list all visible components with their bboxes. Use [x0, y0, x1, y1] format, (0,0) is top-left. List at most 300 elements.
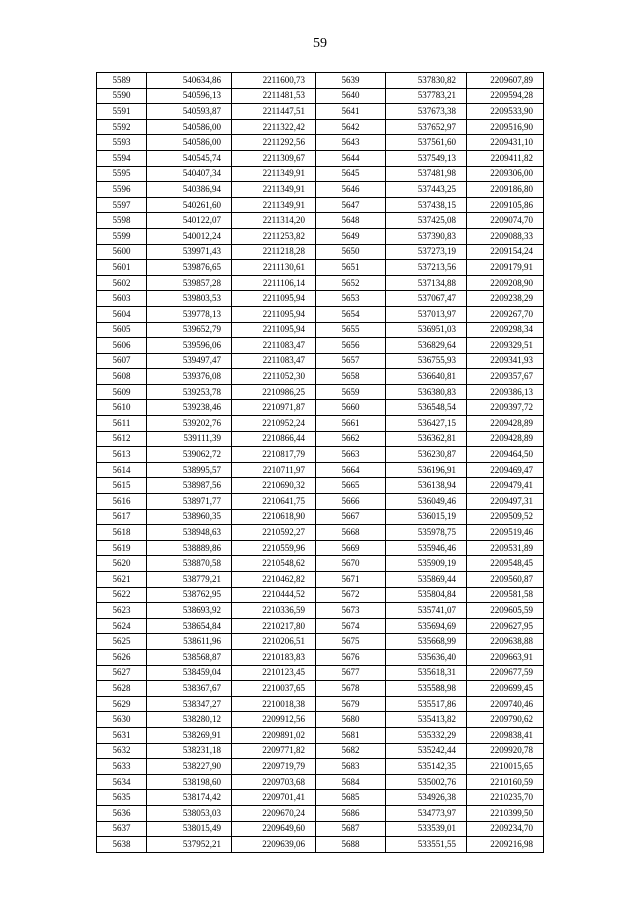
x-coordinate-cell: 535909,19	[386, 556, 467, 572]
y-coordinate-cell: 2211218,28	[232, 244, 316, 260]
point-number-cell: 5631	[97, 727, 147, 743]
x-coordinate-cell: 537013,97	[386, 306, 467, 322]
y-coordinate-cell: 2209638,88	[467, 634, 544, 650]
point-number-cell: 5670	[316, 556, 386, 572]
y-coordinate-cell: 2209663,91	[467, 649, 544, 665]
y-coordinate-cell: 2209607,89	[467, 73, 544, 89]
table-row	[97, 525, 544, 541]
x-coordinate-cell: 539202,76	[147, 416, 232, 432]
point-number-cell: 5619	[97, 540, 147, 556]
x-coordinate-cell: 539376,08	[147, 369, 232, 385]
y-coordinate-cell: 2209531,89	[467, 540, 544, 556]
point-number-cell: 5608	[97, 369, 147, 385]
table-row	[97, 837, 544, 853]
x-coordinate-cell: 537561,60	[386, 135, 467, 151]
x-coordinate-cell: 537652,97	[386, 119, 467, 135]
point-number-cell: 5677	[316, 665, 386, 681]
point-number-cell: 5621	[97, 572, 147, 588]
x-coordinate-cell: 538227,90	[147, 759, 232, 775]
x-coordinate-cell: 537549,13	[386, 150, 467, 166]
x-coordinate-cell: 536196,91	[386, 462, 467, 478]
x-coordinate-cell: 539803,53	[147, 291, 232, 307]
y-coordinate-cell: 2210817,79	[232, 447, 316, 463]
table-row	[97, 369, 544, 385]
point-number-cell: 5609	[97, 384, 147, 400]
y-coordinate-cell: 2211095,94	[232, 306, 316, 322]
x-coordinate-cell: 540261,60	[147, 197, 232, 213]
y-coordinate-cell: 2211253,82	[232, 228, 316, 244]
x-coordinate-cell: 534926,38	[386, 790, 467, 806]
x-coordinate-cell: 535636,40	[386, 649, 467, 665]
coordinates-table-body	[97, 73, 544, 853]
table-row	[97, 260, 544, 276]
point-number-cell: 5648	[316, 213, 386, 229]
point-number-cell: 5605	[97, 322, 147, 338]
point-number-cell: 5674	[316, 618, 386, 634]
table-row	[97, 73, 544, 89]
point-number-cell: 5683	[316, 759, 386, 775]
x-coordinate-cell: 533539,01	[386, 821, 467, 837]
table-row	[97, 759, 544, 775]
point-number-cell: 5653	[316, 291, 386, 307]
y-coordinate-cell: 2209771,82	[232, 743, 316, 759]
x-coordinate-cell: 539253,78	[147, 384, 232, 400]
y-coordinate-cell: 2211095,94	[232, 322, 316, 338]
x-coordinate-cell: 538995,57	[147, 462, 232, 478]
x-coordinate-cell: 538889,86	[147, 540, 232, 556]
table-row	[97, 665, 544, 681]
table-row	[97, 197, 544, 213]
point-number-cell: 5649	[316, 228, 386, 244]
point-number-cell: 5637	[97, 821, 147, 837]
x-coordinate-cell: 538762,95	[147, 587, 232, 603]
point-number-cell: 5636	[97, 805, 147, 821]
y-coordinate-cell: 2210592,27	[232, 525, 316, 541]
x-coordinate-cell: 539652,79	[147, 322, 232, 338]
point-number-cell: 5646	[316, 182, 386, 198]
y-coordinate-cell: 2210559,96	[232, 540, 316, 556]
point-number-cell: 5618	[97, 525, 147, 541]
table-row	[97, 649, 544, 665]
point-number-cell: 5664	[316, 462, 386, 478]
point-number-cell: 5626	[97, 649, 147, 665]
x-coordinate-cell: 535694,69	[386, 618, 467, 634]
table-row	[97, 494, 544, 510]
y-coordinate-cell: 2209306,00	[467, 166, 544, 182]
point-number-cell: 5620	[97, 556, 147, 572]
y-coordinate-cell: 2209431,10	[467, 135, 544, 151]
point-number-cell: 5616	[97, 494, 147, 510]
point-number-cell: 5679	[316, 696, 386, 712]
y-coordinate-cell: 2209533,90	[467, 104, 544, 120]
point-number-cell: 5589	[97, 73, 147, 89]
x-coordinate-cell: 537443,25	[386, 182, 467, 198]
point-number-cell: 5661	[316, 416, 386, 432]
table-row	[97, 540, 544, 556]
point-number-cell: 5658	[316, 369, 386, 385]
x-coordinate-cell: 540593,87	[147, 104, 232, 120]
y-coordinate-cell: 2209594,28	[467, 88, 544, 104]
table-row	[97, 166, 544, 182]
x-coordinate-cell: 539062,72	[147, 447, 232, 463]
table-row	[97, 821, 544, 837]
x-coordinate-cell: 540545,74	[147, 150, 232, 166]
y-coordinate-cell: 2210037,65	[232, 681, 316, 697]
point-number-cell: 5614	[97, 462, 147, 478]
y-coordinate-cell: 2209234,70	[467, 821, 544, 837]
table-row	[97, 556, 544, 572]
x-coordinate-cell: 536049,46	[386, 494, 467, 510]
y-coordinate-cell: 2209649,60	[232, 821, 316, 837]
y-coordinate-cell: 2209838,41	[467, 727, 544, 743]
y-coordinate-cell: 2211130,61	[232, 260, 316, 276]
y-coordinate-cell: 2211447,51	[232, 104, 316, 120]
point-number-cell: 5662	[316, 431, 386, 447]
y-coordinate-cell: 2211106,14	[232, 275, 316, 291]
y-coordinate-cell: 2209464,50	[467, 447, 544, 463]
x-coordinate-cell: 535332,29	[386, 727, 467, 743]
table-row	[97, 712, 544, 728]
y-coordinate-cell: 2209397,72	[467, 400, 544, 416]
x-coordinate-cell: 536427,15	[386, 416, 467, 432]
x-coordinate-cell: 536951,03	[386, 322, 467, 338]
x-coordinate-cell: 538611,96	[147, 634, 232, 650]
table-row	[97, 509, 544, 525]
y-coordinate-cell: 2211600,73	[232, 73, 316, 89]
point-number-cell: 5673	[316, 603, 386, 619]
x-coordinate-cell: 536015,19	[386, 509, 467, 525]
point-number-cell: 5604	[97, 306, 147, 322]
x-coordinate-cell: 538347,27	[147, 696, 232, 712]
x-coordinate-cell: 540586,00	[147, 119, 232, 135]
table-row	[97, 462, 544, 478]
x-coordinate-cell: 533551,55	[386, 837, 467, 853]
table-row	[97, 400, 544, 416]
point-number-cell: 5599	[97, 228, 147, 244]
y-coordinate-cell: 2209516,90	[467, 119, 544, 135]
x-coordinate-cell: 537134,88	[386, 275, 467, 291]
point-number-cell: 5652	[316, 275, 386, 291]
x-coordinate-cell: 538198,60	[147, 774, 232, 790]
point-number-cell: 5601	[97, 260, 147, 276]
table-row	[97, 587, 544, 603]
x-coordinate-cell: 538870,58	[147, 556, 232, 572]
y-coordinate-cell: 2209411,82	[467, 150, 544, 166]
x-coordinate-cell: 538053,03	[147, 805, 232, 821]
x-coordinate-cell: 538971,77	[147, 494, 232, 510]
y-coordinate-cell: 2209386,13	[467, 384, 544, 400]
y-coordinate-cell: 2210235,70	[467, 790, 544, 806]
x-coordinate-cell: 540634,86	[147, 73, 232, 89]
x-coordinate-cell: 540596,13	[147, 88, 232, 104]
table-row	[97, 447, 544, 463]
x-coordinate-cell: 536138,94	[386, 478, 467, 494]
table-row	[97, 618, 544, 634]
point-number-cell: 5642	[316, 119, 386, 135]
y-coordinate-cell: 2210444,52	[232, 587, 316, 603]
point-number-cell: 5647	[316, 197, 386, 213]
point-number-cell: 5624	[97, 618, 147, 634]
y-coordinate-cell: 2211095,94	[232, 291, 316, 307]
x-coordinate-cell: 536640,81	[386, 369, 467, 385]
y-coordinate-cell: 2210399,50	[467, 805, 544, 821]
x-coordinate-cell: 539596,06	[147, 338, 232, 354]
x-coordinate-cell: 535978,75	[386, 525, 467, 541]
x-coordinate-cell: 535618,31	[386, 665, 467, 681]
y-coordinate-cell: 2211314,20	[232, 213, 316, 229]
point-number-cell: 5625	[97, 634, 147, 650]
point-number-cell: 5672	[316, 587, 386, 603]
point-number-cell: 5612	[97, 431, 147, 447]
point-number-cell: 5665	[316, 478, 386, 494]
point-number-cell: 5678	[316, 681, 386, 697]
y-coordinate-cell: 2210952,24	[232, 416, 316, 432]
table-row	[97, 603, 544, 619]
y-coordinate-cell: 2209920,78	[467, 743, 544, 759]
y-coordinate-cell: 2209677,59	[467, 665, 544, 681]
y-coordinate-cell: 2209639,06	[232, 837, 316, 853]
point-number-cell: 5645	[316, 166, 386, 182]
y-coordinate-cell: 2209238,29	[467, 291, 544, 307]
x-coordinate-cell: 535142,35	[386, 759, 467, 775]
y-coordinate-cell: 2211349,91	[232, 197, 316, 213]
y-coordinate-cell: 2211309,67	[232, 150, 316, 166]
table-row	[97, 182, 544, 198]
point-number-cell: 5613	[97, 447, 147, 463]
x-coordinate-cell: 537213,56	[386, 260, 467, 276]
x-coordinate-cell: 538987,56	[147, 478, 232, 494]
x-coordinate-cell: 538231,18	[147, 743, 232, 759]
x-coordinate-cell: 536230,87	[386, 447, 467, 463]
x-coordinate-cell: 535517,86	[386, 696, 467, 712]
point-number-cell: 5606	[97, 338, 147, 354]
table-row	[97, 322, 544, 338]
x-coordinate-cell: 540407,34	[147, 166, 232, 182]
y-coordinate-cell: 2211083,47	[232, 353, 316, 369]
point-number-cell: 5688	[316, 837, 386, 853]
table-row	[97, 88, 544, 104]
point-number-cell: 5676	[316, 649, 386, 665]
x-coordinate-cell: 538948,63	[147, 525, 232, 541]
point-number-cell: 5651	[316, 260, 386, 276]
point-number-cell: 5632	[97, 743, 147, 759]
point-number-cell: 5641	[316, 104, 386, 120]
y-coordinate-cell: 2210548,62	[232, 556, 316, 572]
table-row	[97, 353, 544, 369]
coordinates-table	[96, 72, 544, 853]
table-row	[97, 431, 544, 447]
y-coordinate-cell: 2209357,67	[467, 369, 544, 385]
y-coordinate-cell: 2209627,95	[467, 618, 544, 634]
x-coordinate-cell: 537273,19	[386, 244, 467, 260]
point-number-cell: 5627	[97, 665, 147, 681]
y-coordinate-cell: 2209154,24	[467, 244, 544, 260]
y-coordinate-cell: 2209560,87	[467, 572, 544, 588]
x-coordinate-cell: 539238,46	[147, 400, 232, 416]
table-row	[97, 696, 544, 712]
point-number-cell: 5617	[97, 509, 147, 525]
y-coordinate-cell: 2209891,02	[232, 727, 316, 743]
x-coordinate-cell: 538654,84	[147, 618, 232, 634]
point-number-cell: 5663	[316, 447, 386, 463]
y-coordinate-cell: 2209703,68	[232, 774, 316, 790]
y-coordinate-cell: 2210618,90	[232, 509, 316, 525]
point-number-cell: 5657	[316, 353, 386, 369]
x-coordinate-cell: 538960,35	[147, 509, 232, 525]
point-number-cell: 5590	[97, 88, 147, 104]
point-number-cell: 5603	[97, 291, 147, 307]
x-coordinate-cell: 537673,38	[386, 104, 467, 120]
y-coordinate-cell: 2210690,32	[232, 478, 316, 494]
y-coordinate-cell: 2210711,97	[232, 462, 316, 478]
y-coordinate-cell: 2209670,24	[232, 805, 316, 821]
y-coordinate-cell: 2210641,75	[232, 494, 316, 510]
y-coordinate-cell: 2209329,51	[467, 338, 544, 354]
point-number-cell: 5623	[97, 603, 147, 619]
table-row	[97, 291, 544, 307]
point-number-cell: 5629	[97, 696, 147, 712]
point-number-cell: 5597	[97, 197, 147, 213]
x-coordinate-cell: 536755,93	[386, 353, 467, 369]
y-coordinate-cell: 2210123,45	[232, 665, 316, 681]
y-coordinate-cell: 2211052,30	[232, 369, 316, 385]
table-row	[97, 790, 544, 806]
point-number-cell: 5659	[316, 384, 386, 400]
x-coordinate-cell: 539497,47	[147, 353, 232, 369]
x-coordinate-cell: 539778,13	[147, 306, 232, 322]
y-coordinate-cell: 2209216,98	[467, 837, 544, 853]
y-coordinate-cell: 2209074,70	[467, 213, 544, 229]
y-coordinate-cell: 2210183,83	[232, 649, 316, 665]
table-row	[97, 104, 544, 120]
point-number-cell: 5634	[97, 774, 147, 790]
point-number-cell: 5656	[316, 338, 386, 354]
x-coordinate-cell: 539971,43	[147, 244, 232, 260]
table-row	[97, 150, 544, 166]
point-number-cell: 5681	[316, 727, 386, 743]
y-coordinate-cell: 2209179,91	[467, 260, 544, 276]
y-coordinate-cell: 2209740,46	[467, 696, 544, 712]
table-row	[97, 634, 544, 650]
point-number-cell: 5671	[316, 572, 386, 588]
table-row	[97, 743, 544, 759]
table-row	[97, 244, 544, 260]
point-number-cell: 5643	[316, 135, 386, 151]
table-row	[97, 119, 544, 135]
x-coordinate-cell: 536380,83	[386, 384, 467, 400]
y-coordinate-cell: 2209428,89	[467, 416, 544, 432]
y-coordinate-cell: 2209699,45	[467, 681, 544, 697]
point-number-cell: 5630	[97, 712, 147, 728]
x-coordinate-cell: 538174,42	[147, 790, 232, 806]
point-number-cell: 5602	[97, 275, 147, 291]
y-coordinate-cell: 2209341,93	[467, 353, 544, 369]
point-number-cell: 5594	[97, 150, 147, 166]
y-coordinate-cell: 2211322,42	[232, 119, 316, 135]
x-coordinate-cell: 536362,81	[386, 431, 467, 447]
table-row	[97, 135, 544, 151]
table-row	[97, 681, 544, 697]
y-coordinate-cell: 2209509,52	[467, 509, 544, 525]
y-coordinate-cell: 2210986,25	[232, 384, 316, 400]
point-number-cell: 5660	[316, 400, 386, 416]
point-number-cell: 5596	[97, 182, 147, 198]
table-row	[97, 727, 544, 743]
x-coordinate-cell: 538280,12	[147, 712, 232, 728]
x-coordinate-cell: 538269,91	[147, 727, 232, 743]
x-coordinate-cell: 539111,39	[147, 431, 232, 447]
y-coordinate-cell: 2209267,70	[467, 306, 544, 322]
point-number-cell: 5640	[316, 88, 386, 104]
x-coordinate-cell: 535946,46	[386, 540, 467, 556]
y-coordinate-cell: 2209298,34	[467, 322, 544, 338]
x-coordinate-cell: 539857,28	[147, 275, 232, 291]
point-number-cell: 5669	[316, 540, 386, 556]
table-row	[97, 478, 544, 494]
y-coordinate-cell: 2210015,65	[467, 759, 544, 775]
y-coordinate-cell: 2211481,53	[232, 88, 316, 104]
x-coordinate-cell: 535242,44	[386, 743, 467, 759]
y-coordinate-cell: 2210971,87	[232, 400, 316, 416]
point-number-cell: 5592	[97, 119, 147, 135]
y-coordinate-cell: 2209497,31	[467, 494, 544, 510]
y-coordinate-cell: 2209581,58	[467, 587, 544, 603]
y-coordinate-cell: 2209912,56	[232, 712, 316, 728]
table-row	[97, 275, 544, 291]
x-coordinate-cell: 536829,64	[386, 338, 467, 354]
y-coordinate-cell: 2209479,41	[467, 478, 544, 494]
table-row	[97, 805, 544, 821]
point-number-cell: 5628	[97, 681, 147, 697]
x-coordinate-cell: 540012,24	[147, 228, 232, 244]
x-coordinate-cell: 540386,94	[147, 182, 232, 198]
x-coordinate-cell: 535413,82	[386, 712, 467, 728]
table-row	[97, 306, 544, 322]
x-coordinate-cell: 538459,04	[147, 665, 232, 681]
point-number-cell: 5650	[316, 244, 386, 260]
point-number-cell: 5593	[97, 135, 147, 151]
y-coordinate-cell: 2209469,47	[467, 462, 544, 478]
point-number-cell: 5607	[97, 353, 147, 369]
point-number-cell: 5639	[316, 73, 386, 89]
point-number-cell: 5622	[97, 587, 147, 603]
x-coordinate-cell: 535668,99	[386, 634, 467, 650]
y-coordinate-cell: 2210206,51	[232, 634, 316, 650]
x-coordinate-cell: 535588,98	[386, 681, 467, 697]
x-coordinate-cell: 537438,15	[386, 197, 467, 213]
point-number-cell: 5684	[316, 774, 386, 790]
point-number-cell: 5675	[316, 634, 386, 650]
y-coordinate-cell: 2211083,47	[232, 338, 316, 354]
y-coordinate-cell: 2209186,80	[467, 182, 544, 198]
point-number-cell: 5615	[97, 478, 147, 494]
table-row	[97, 228, 544, 244]
x-coordinate-cell: 540122,07	[147, 213, 232, 229]
x-coordinate-cell: 534773,97	[386, 805, 467, 821]
x-coordinate-cell: 538568,87	[147, 649, 232, 665]
y-coordinate-cell: 2210336,59	[232, 603, 316, 619]
point-number-cell: 5611	[97, 416, 147, 432]
x-coordinate-cell: 539876,65	[147, 260, 232, 276]
y-coordinate-cell: 2209519,46	[467, 525, 544, 541]
x-coordinate-cell: 538015,49	[147, 821, 232, 837]
y-coordinate-cell: 2209605,59	[467, 603, 544, 619]
x-coordinate-cell: 535869,44	[386, 572, 467, 588]
point-number-cell: 5687	[316, 821, 386, 837]
y-coordinate-cell: 2210217,80	[232, 618, 316, 634]
x-coordinate-cell: 537830,82	[386, 73, 467, 89]
y-coordinate-cell: 2209105,86	[467, 197, 544, 213]
